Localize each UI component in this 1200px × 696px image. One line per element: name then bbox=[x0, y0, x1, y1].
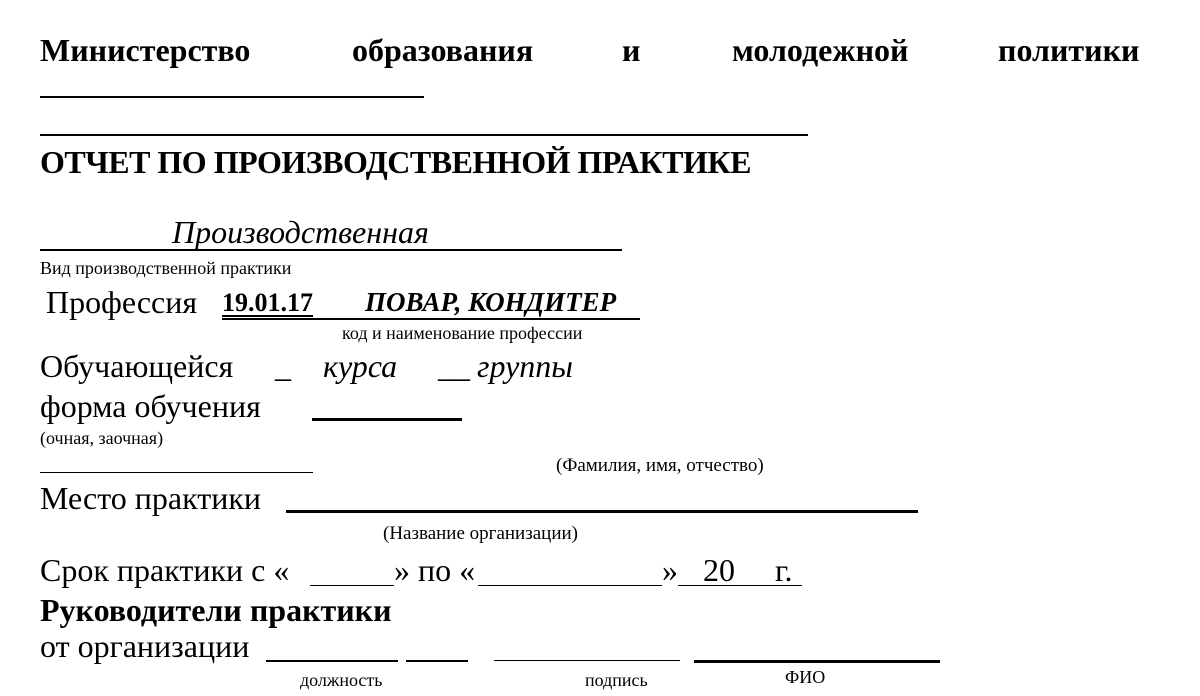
profession-label: Профессия bbox=[46, 284, 198, 320]
fio-caption: (Фамилия, имя, отчество) bbox=[556, 455, 764, 476]
place-caption: (Название организации) bbox=[383, 523, 578, 544]
position-blank-2 bbox=[406, 660, 468, 662]
study-form-blank bbox=[312, 418, 462, 421]
supervisors-org-label: от организации bbox=[40, 628, 250, 664]
practice-type-caption: Вид производственной практики bbox=[40, 258, 292, 278]
ministry-word-3: и bbox=[622, 32, 641, 68]
fio-supervisor-caption: ФИО bbox=[785, 667, 826, 687]
ministry-word-2: образования bbox=[352, 32, 534, 68]
supervisors-title: Руководители практики bbox=[40, 592, 392, 628]
fio-supervisor-blank bbox=[694, 660, 940, 663]
course-blank: _ bbox=[275, 348, 291, 384]
student-label: Обучающейся bbox=[40, 348, 234, 384]
practice-type-value: Производственная bbox=[172, 214, 429, 250]
term-g: г. bbox=[775, 552, 793, 588]
term-close: » bbox=[662, 552, 678, 588]
profession-code: 19.01.17 bbox=[222, 288, 313, 317]
position-blank bbox=[266, 660, 398, 662]
term-start-blank bbox=[310, 585, 394, 586]
ministry-word-1: Министерство bbox=[40, 32, 251, 68]
course-word: курса bbox=[323, 348, 398, 384]
report-title: ОТЧЕТ ПО ПРОИЗВОДСТВЕННОЙ ПРАКТИКЕ bbox=[40, 144, 751, 180]
profession-caption: код и наименование профессии bbox=[342, 323, 583, 343]
term-prefix: Срок практики с « bbox=[40, 552, 290, 588]
place-blank bbox=[286, 510, 918, 513]
term-year: 20 bbox=[703, 552, 735, 588]
term-end-blank bbox=[478, 585, 662, 586]
position-caption: должность bbox=[300, 670, 383, 690]
study-form-label: форма обучения bbox=[40, 388, 261, 424]
term-mid: » по « bbox=[394, 552, 476, 588]
profession-underline bbox=[222, 318, 640, 320]
fio-blank bbox=[40, 472, 313, 473]
place-label: Место практики bbox=[40, 480, 262, 516]
ministry-word-4: молодежной bbox=[732, 32, 909, 68]
ministry-word-5: политики bbox=[998, 32, 1140, 68]
ministry-region-blank bbox=[40, 96, 424, 98]
signature-blank bbox=[494, 660, 680, 661]
institution-blank bbox=[40, 134, 808, 136]
profession-name: ПОВАР, КОНДИТЕР bbox=[365, 287, 617, 317]
signature-caption: подпись bbox=[585, 670, 648, 690]
group-word: группы bbox=[477, 348, 573, 384]
group-blank: __ bbox=[438, 348, 470, 384]
study-form-caption: (очная, заочная) bbox=[40, 428, 164, 448]
